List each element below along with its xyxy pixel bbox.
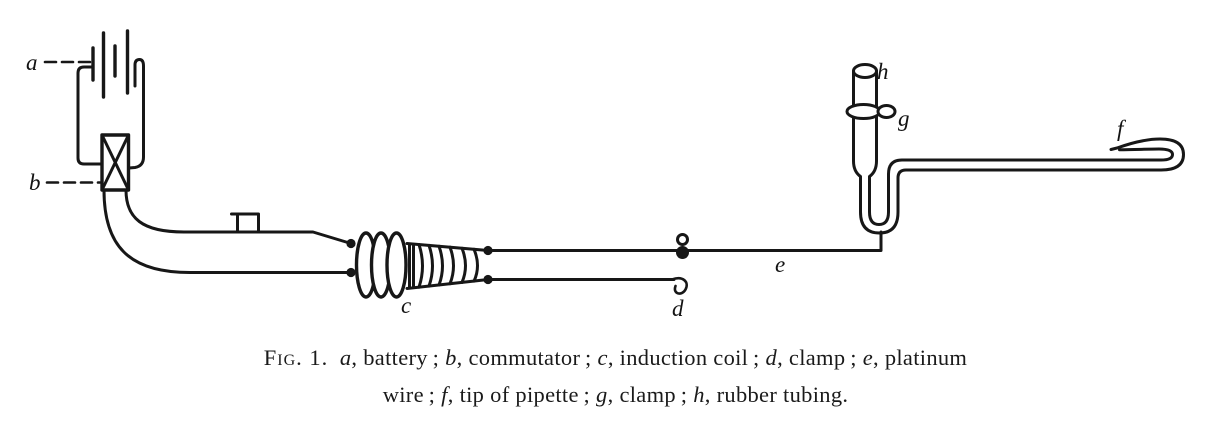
label-e: e (775, 252, 786, 277)
coil-winding-arc (462, 248, 466, 282)
coil-winding-arc (439, 246, 443, 285)
label-a: a (26, 50, 38, 75)
label-c: c (401, 293, 412, 318)
coil-winding-arc (450, 247, 454, 284)
clamp-g-icon (847, 105, 880, 119)
coil-terminal-dot (346, 239, 355, 248)
coil-winding-arc (419, 245, 423, 288)
battery-jar-right (129, 60, 144, 169)
battery-jar-left (78, 67, 102, 164)
pipette-tube-icon (847, 65, 1184, 234)
coil-terminal-dot (346, 268, 355, 277)
wire-clamp-ring-icon (678, 235, 688, 245)
label-h: h (877, 59, 889, 84)
tube-inner-wall (870, 71, 1173, 225)
coil-winding-arc (429, 245, 433, 286)
contact-key-icon (232, 214, 259, 232)
label-f: f (1117, 116, 1124, 141)
commutator-cross (102, 135, 129, 190)
label-b: b (29, 170, 41, 195)
induction-coil-icon (346, 233, 492, 297)
figure-caption (0, 339, 1231, 413)
label-g: g (898, 106, 910, 131)
coil-core-lines (410, 244, 414, 288)
primary-wires (104, 190, 351, 273)
coil-winding-arc (474, 249, 478, 281)
clamp-g-ring-icon (878, 106, 895, 118)
battery-icon (78, 31, 144, 168)
caption-line-2: wire ; f, tip of pipette ; g, clamp ; h, rubber tubing. (382, 382, 849, 407)
secondary-wires (492, 232, 881, 294)
caption-line-1: Fig. 1. a, battery ; b, commutator ; c, induction coil ; d, clamp ; e, platinum (263, 345, 968, 370)
label-d: d (672, 296, 684, 321)
commutator-icon (102, 135, 129, 190)
wire-clamp-dot-icon (676, 246, 689, 259)
tube-outer-wall (854, 71, 1184, 233)
coil-primary-loop (387, 233, 406, 297)
tube-mouth-icon (854, 65, 877, 78)
